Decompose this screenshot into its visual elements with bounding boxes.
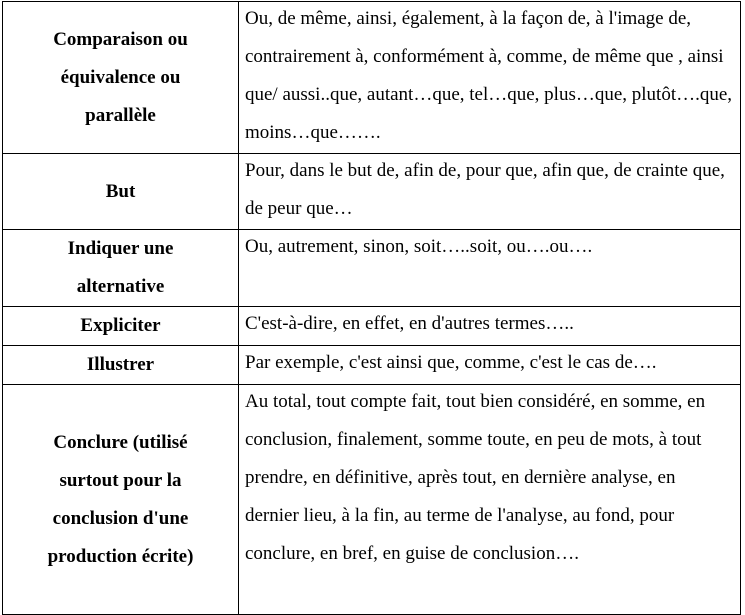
category-label: Illustrer xyxy=(86,354,155,375)
table-row xyxy=(3,154,741,230)
examples-cell xyxy=(239,230,741,307)
category-label: Comparaison ou équivalence ou parallèle xyxy=(53,28,188,126)
category-label: Conclure (utilisé surtout pour la conclusion d'une production écrite) xyxy=(47,431,194,567)
table-row xyxy=(3,385,741,615)
examples-cell xyxy=(239,2,741,154)
category-label: Expliciter xyxy=(80,315,161,336)
table-row xyxy=(3,307,741,346)
examples-cell xyxy=(239,154,741,230)
category-cell xyxy=(3,2,239,154)
table-row xyxy=(3,346,741,385)
examples-text: Au total, tout compte fait, tout bien considéré, en somme, en conclusion, finalement, somme toute, en peu de mots, à tout prendre, en définitive, après tout, en dernière analyse, en dernier lieu, à la fin, au terme de l'analyse, au fond, pour conclure, en bref, en guise de conclusion…. xyxy=(245,391,706,564)
category-cell xyxy=(3,230,239,307)
examples-text: Ou, autrement, sinon, soit…..soit, ou….ou…. xyxy=(245,236,593,257)
category-label: But xyxy=(105,180,136,202)
connectors-table xyxy=(2,1,741,615)
examples-cell xyxy=(239,346,741,385)
category-cell xyxy=(3,346,239,385)
examples-cell xyxy=(239,385,741,615)
examples-text: Ou, de même, ainsi, également, à la façon de, à l'image de, contrairement à, conformément à, comme, de même que , ainsi que/ aussi..que, autant…que, tel…que, plus…que, plutôt….que, moins…que……. xyxy=(245,8,733,143)
category-cell xyxy=(3,307,239,346)
examples-text: Par exemple, c'est ainsi que, comme, c'est le cas de…. xyxy=(245,352,657,373)
examples-text: C'est-à-dire, en effet, en d'autres termes….. xyxy=(245,313,574,334)
examples-cell xyxy=(239,307,741,346)
table-row xyxy=(3,2,741,154)
examples-text: Pour, dans le but de, afin de, pour que, afin que, de crainte que, de peur que… xyxy=(245,160,725,219)
table-row xyxy=(3,230,741,307)
category-label: Indiquer une alternative xyxy=(67,238,174,297)
category-cell xyxy=(3,385,239,615)
category-cell xyxy=(3,154,239,230)
